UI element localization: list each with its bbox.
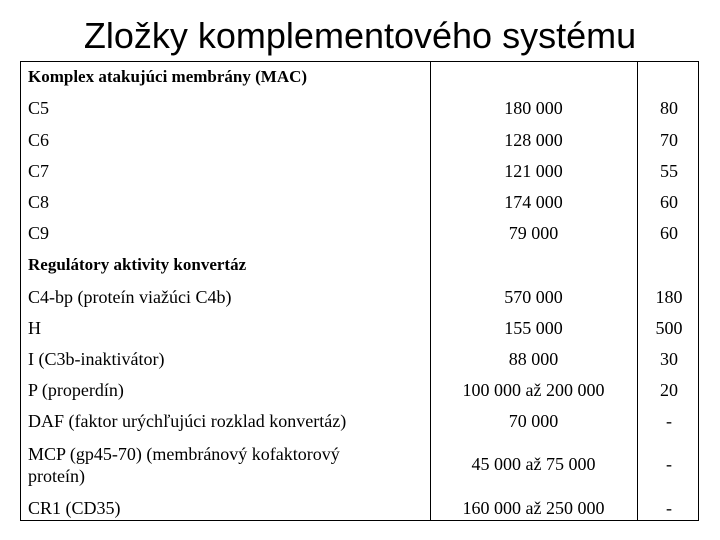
concentration: 60	[660, 223, 678, 243]
molecular-weight: 79 000	[508, 223, 559, 243]
component-name: CR1 (CD35)	[28, 498, 121, 518]
molecular-weight: 570 000	[504, 287, 563, 307]
molecular-weight: 70 000	[508, 411, 559, 431]
molecular-weight: 100 000 až 200 000	[462, 380, 605, 400]
molecular-weight: 174 000	[504, 192, 563, 212]
concentration: 500	[655, 318, 683, 338]
component-name: C6	[28, 130, 50, 150]
component-name: DAF (faktor urýchľujúci rozklad konvertáz)	[28, 411, 347, 431]
molecular-weight: 121 000	[504, 161, 563, 181]
molecular-weight: 160 000 až 250 000	[462, 498, 605, 518]
component-name: P (properdín)	[28, 380, 124, 400]
component-name: C5	[28, 98, 50, 118]
concentration: 30	[660, 349, 678, 369]
molecular-weight: 180 000	[504, 98, 563, 118]
component-name: C9	[28, 223, 50, 243]
molecular-weight: 45 000 až 75 000	[471, 454, 596, 474]
component-name: MCP (gp45-70) (membránový kofaktorový proteín)	[28, 444, 340, 486]
component-name: I (C3b-inaktivátor)	[28, 349, 165, 369]
concentration: -	[666, 411, 672, 431]
concentration: 60	[660, 192, 678, 212]
concentration: -	[666, 498, 672, 518]
concentration: 70	[660, 130, 678, 150]
concentration: 80	[660, 98, 678, 118]
molecular-weight: 88 000	[508, 349, 559, 369]
concentration: -	[666, 454, 672, 474]
molecular-weight: 155 000	[504, 318, 563, 338]
concentration: 55	[660, 161, 678, 181]
complement-table: Komplex atakujúci membrány (MAC) C5 180 000 80 C6 128 000 70 C7 121 000 55 C8 174 000 60 C9 79 000 60 Regulátory aktivity konvertáz C4-bp (proteín viažúci C4b) 570 000 180 H 155 000 500 I (C3b-inaktivátor) 88 000 30 P (properdín) 100 000 až 200 000 20 DAF (faktor urýchľujúci rozklad konvertáz) 70 000 - MCP (gp45-70) (membránový kofaktorový proteín) 45 000 až 75 000 - CR1 (CD35) 160 000 až 250 000 -	[20, 61, 699, 521]
component-name: C4-bp (proteín viažúci C4b)	[28, 287, 232, 307]
molecular-weight: 128 000	[504, 130, 563, 150]
concentration: 20	[660, 380, 678, 400]
concentration: 180	[655, 287, 683, 307]
slide-title: Zložky komplementového systému	[83, 15, 637, 56]
component-name: H	[28, 318, 41, 338]
table-row	[21, 443, 698, 489]
component-name: C7	[28, 161, 50, 181]
component-name: C8	[28, 192, 50, 212]
